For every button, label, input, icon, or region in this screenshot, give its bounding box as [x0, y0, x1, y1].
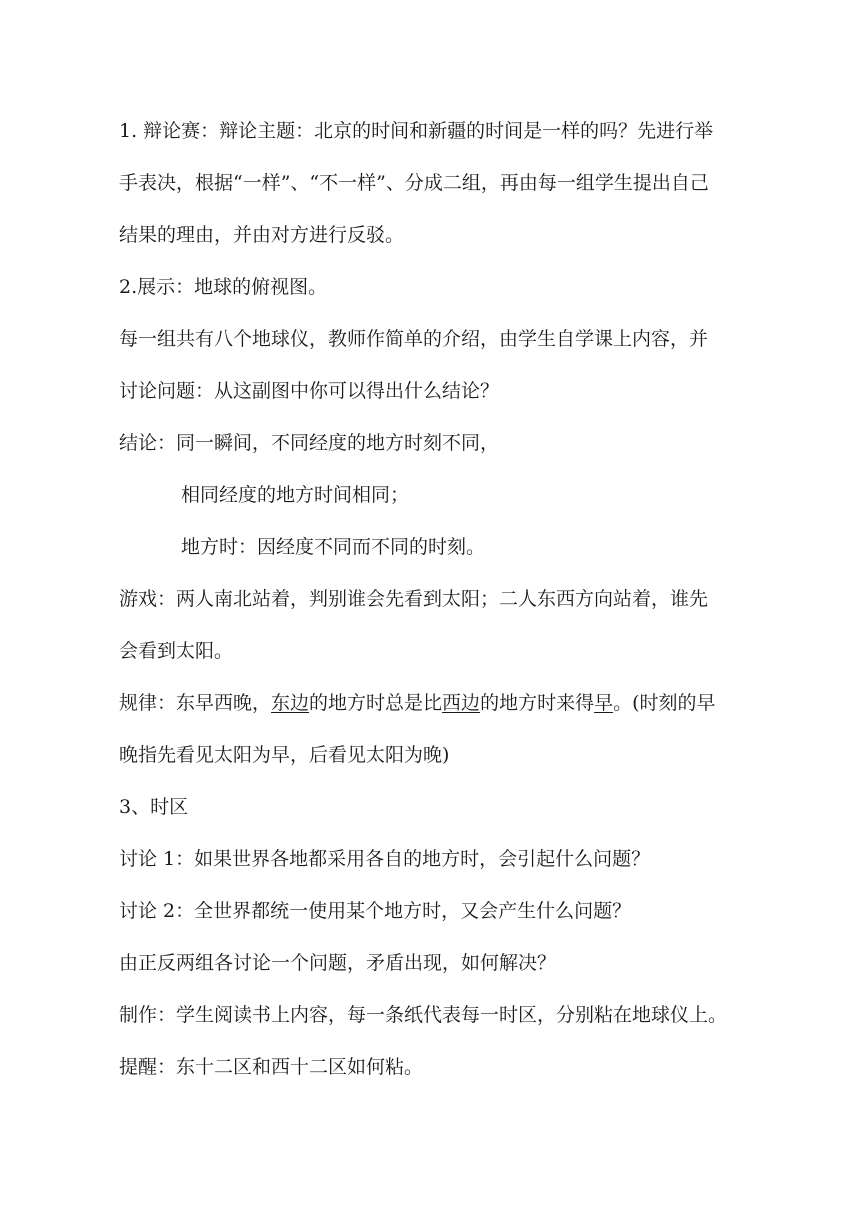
debate-line-2: 手表决，根据“一样”、“不一样”、分成二组，再由每一组学生提出自己 — [119, 172, 709, 194]
discussion-1: 讨论 1：如果世界各地都采用各自的地方时，会引起什么问题？ — [119, 848, 651, 870]
rule-underline-early: 早 — [594, 692, 614, 714]
globe-line-2: 讨论问题：从这副图中你可以得出什么结论？ — [119, 380, 500, 402]
rule-text-e: 的地方时来得 — [480, 692, 595, 714]
section-heading-time-zones: 3、时区 — [119, 796, 189, 818]
conclusion-line-1: 结论：同一瞬间，不同经度的地方时刻不同， — [119, 432, 500, 454]
make-line: 制作：学生阅读书上内容，每一条纸代表每一时区，分别粘在地球仪上。 — [119, 1004, 728, 1026]
conclusion-line-3: 地方时：因经度不同而不同的时刻。 — [181, 536, 486, 558]
rule-text-c: 的地方时总是比 — [309, 692, 443, 714]
rule-text-g: 。(时刻的早 — [613, 692, 716, 714]
rule-line-2: 晚指先看见太阳为早，后看见太阳为晚) — [119, 744, 450, 766]
rule-underline-west: 西边 — [442, 692, 481, 714]
rule-underline-east: 东边 — [271, 692, 310, 714]
remind-line: 提醒：东十二区和西十二区如何粘。 — [119, 1056, 424, 1078]
display-line: 2.展示：地球的俯视图。 — [119, 276, 328, 298]
rule-text-a: 规律：东早西晚， — [119, 692, 272, 714]
game-line-1: 游戏：两人南北站着，判别谁会先看到太阳；二人东西方向站着，谁先 — [119, 588, 709, 610]
discussion-2: 讨论 2：全世界都统一使用某个地方时，又会产生什么问题？ — [119, 900, 632, 922]
debate-line-3: 结果的理由，并由对方进行反驳。 — [119, 224, 405, 246]
resolve-line: 由正反两组各讨论一个问题，矛盾出现，如何解决？ — [119, 952, 557, 974]
rule-line-1 — [119, 689, 716, 718]
globe-line-1: 每一组共有八个地球仪，教师作简单的介绍，由学生自学课上内容，并 — [119, 328, 709, 350]
game-line-2: 会看到太阳。 — [119, 640, 234, 662]
debate-line-1: 1. 辩论赛：辩论主题：北京的时间和新疆的时间是一样的吗？先进行举 — [119, 120, 714, 142]
conclusion-line-2: 相同经度的地方时间相同； — [181, 484, 410, 506]
